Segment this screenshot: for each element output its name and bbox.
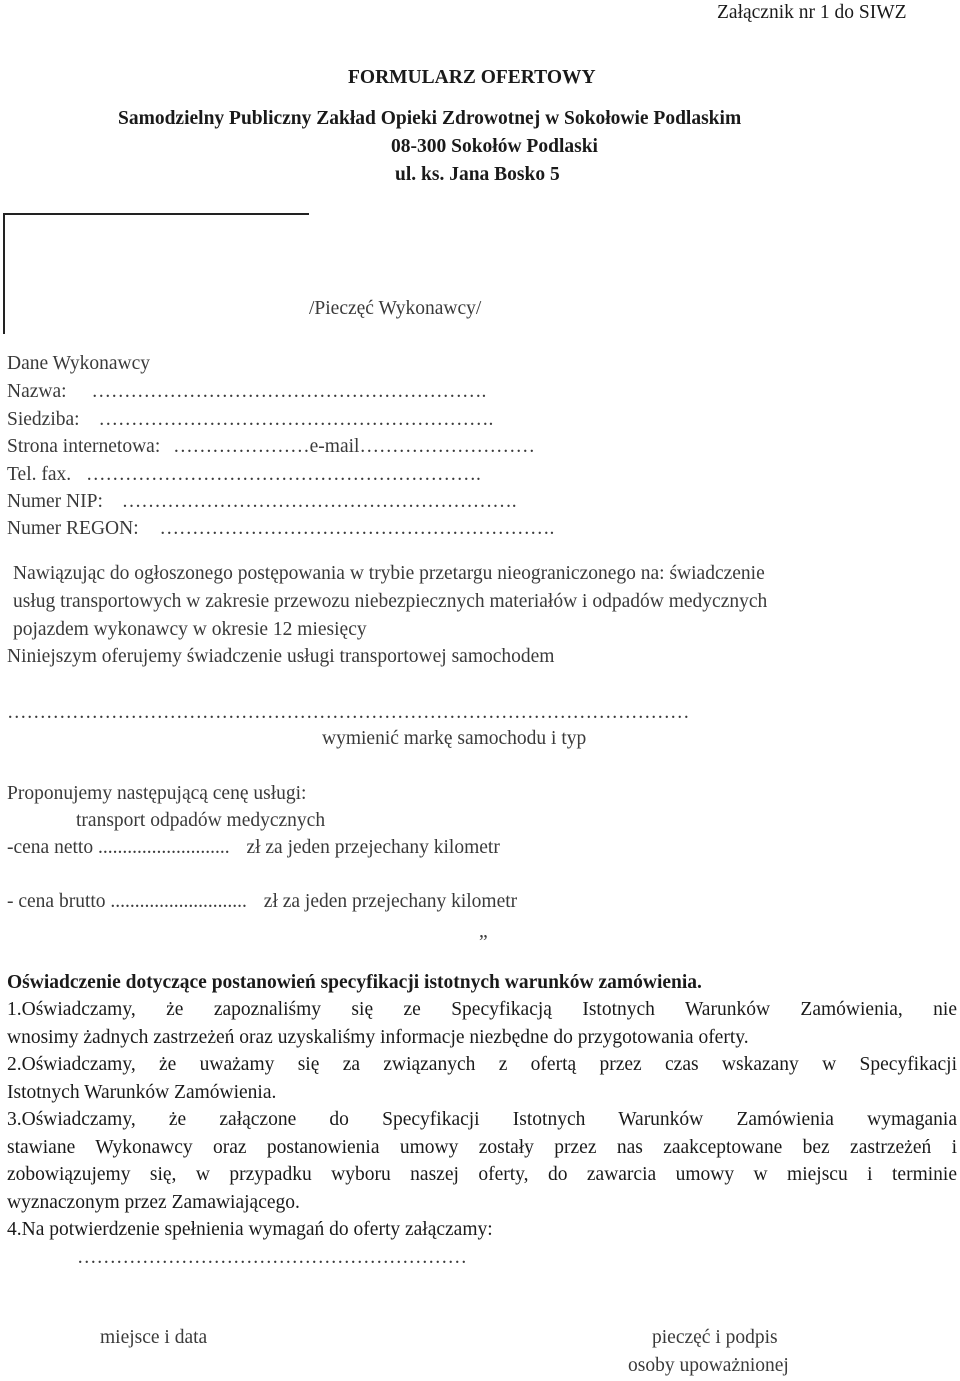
pricing-service: transport odpadów medycznych — [76, 810, 326, 831]
gross-price-unit: zł za jeden przejechany kilometr — [263, 891, 518, 912]
declaration-3-line-3: zobowiązujemy się, w przypadku wyboru naszej oferty, do zawarcia umowy w miejscu i terminie — [7, 1164, 957, 1185]
website-label: Strona internetowa: — [7, 436, 161, 457]
declarations-heading: Oświadczenie dotyczące postanowień specyfikacji istotnych warunków zamówienia. — [7, 972, 702, 993]
nip-field[interactable] — [7, 492, 517, 512]
intro-line-4: Niniejszym oferujemy świadczenie usługi transportowej samochodem — [7, 646, 555, 667]
contractor-heading: Dane Wykonawcy — [7, 353, 151, 374]
name-label: Nazwa: — [7, 381, 67, 402]
regon-dots: ……………………………………………………. — [159, 518, 555, 539]
declaration-2-line-1: 2.Oświadczamy, że uważamy się za związanych z ofertą przez czas wskazany w Specyfikacji — [7, 1054, 957, 1075]
declaration-4-line-1: 4.Na potwierdzenie spełnienia wymagań do oferty załączamy: — [7, 1219, 493, 1240]
name-dots: ……………………………………………………. — [91, 381, 487, 402]
net-price-label: -cena netto ........................... — [7, 837, 230, 858]
declaration-3-line-2: stawiane Wykonawcy oraz postanowienia umowy zostały przez nas zaakceptowane bez zastrzeżeń i — [7, 1137, 957, 1158]
website-dots: ………………… — [173, 436, 310, 457]
declaration-1-line-2: wnosimy żadnych zastrzeżeń oraz uzyskaliśmy informacje niezbędne do przygotowania oferty. — [7, 1027, 749, 1048]
fax-dots: ……………………………………………………. — [86, 464, 481, 485]
regon-field[interactable] — [7, 519, 554, 539]
intro-line-1: Nawiązując do ogłoszonego postępowania w trybie przetargu nieograniczonego na: świadczenie — [13, 563, 765, 584]
regon-label: Numer REGON: — [7, 518, 139, 539]
seal-signature-label: pieczęć i podpis — [652, 1327, 778, 1348]
net-price-unit: zł za jeden przejechany kilometr — [246, 837, 500, 858]
seat-dots: ……………………………………………………. — [98, 409, 494, 430]
seat-label: Siedziba: — [7, 409, 80, 430]
annex-label: Załącznik nr 1 do SIWZ — [717, 2, 907, 23]
institution-postal: 08-300 Sokołów Podlaski — [391, 136, 598, 157]
nip-dots: ……………………………………………………. — [121, 491, 517, 512]
institution-name: Samodzielny Publiczny Zakład Opieki Zdrowotnej w Sokołowie Podlaskim — [118, 108, 742, 129]
institution-street: ul. ks. Jana Bosko 5 — [395, 164, 560, 185]
quote-mark: „ — [479, 921, 488, 942]
declaration-1-line-1: 1.Oświadczamy, że zapoznaliśmy się ze Specyfikacją Istotnych Warunków Zamówienia, nie — [7, 999, 957, 1020]
email-label: e-mail — [309, 436, 360, 457]
pricing-heading: Proponujemy następującą cenę usługi: — [7, 783, 307, 804]
seat-field[interactable] — [7, 410, 493, 430]
place-date-label: miejsce i data — [100, 1327, 208, 1348]
attachments-input-dots[interactable]: …………………………………………………… — [77, 1247, 467, 1268]
net-price-field[interactable] — [7, 838, 500, 858]
form-title: FORMULARZ OFERTOWY — [348, 67, 596, 88]
name-field[interactable] — [7, 382, 486, 402]
stamp-label: /Pieczęć Wykonawcy/ — [309, 298, 482, 319]
stamp-frame-left — [3, 213, 5, 334]
fax-field[interactable] — [7, 465, 481, 485]
declaration-2-line-2: Istotnych Warunków Zamówienia. — [7, 1082, 277, 1103]
email-dots: ……………………… — [359, 436, 535, 457]
website-field[interactable] — [7, 437, 535, 457]
intro-line-3: pojazdem wykonawcy w okresie 12 miesięcy — [13, 619, 367, 640]
vehicle-hint: wymienić markę samochodu i typ — [322, 728, 587, 749]
stamp-frame-top — [5, 213, 309, 215]
nip-label: Numer NIP: — [7, 491, 103, 512]
fax-label: Tel. fax. — [7, 464, 72, 485]
authorized-person-label: osoby upoważnionej — [628, 1355, 789, 1376]
declaration-3-line-1: 3.Oświadczamy, że załączone do Specyfikacji Istotnych Warunków Zamówienia wymagania — [7, 1109, 957, 1130]
gross-price-field[interactable] — [7, 892, 517, 912]
gross-price-label: - cena brutto ............................ — [7, 891, 247, 912]
intro-line-2: usług transportowych w zakresie przewozu niebezpiecznych materiałów i odpadów medycznych — [13, 591, 768, 612]
declaration-3-line-4: wyznaczonym przez Zamawiającego. — [7, 1192, 300, 1213]
vehicle-input-dots[interactable]: …………………………………………………………………………………………… — [7, 702, 690, 723]
